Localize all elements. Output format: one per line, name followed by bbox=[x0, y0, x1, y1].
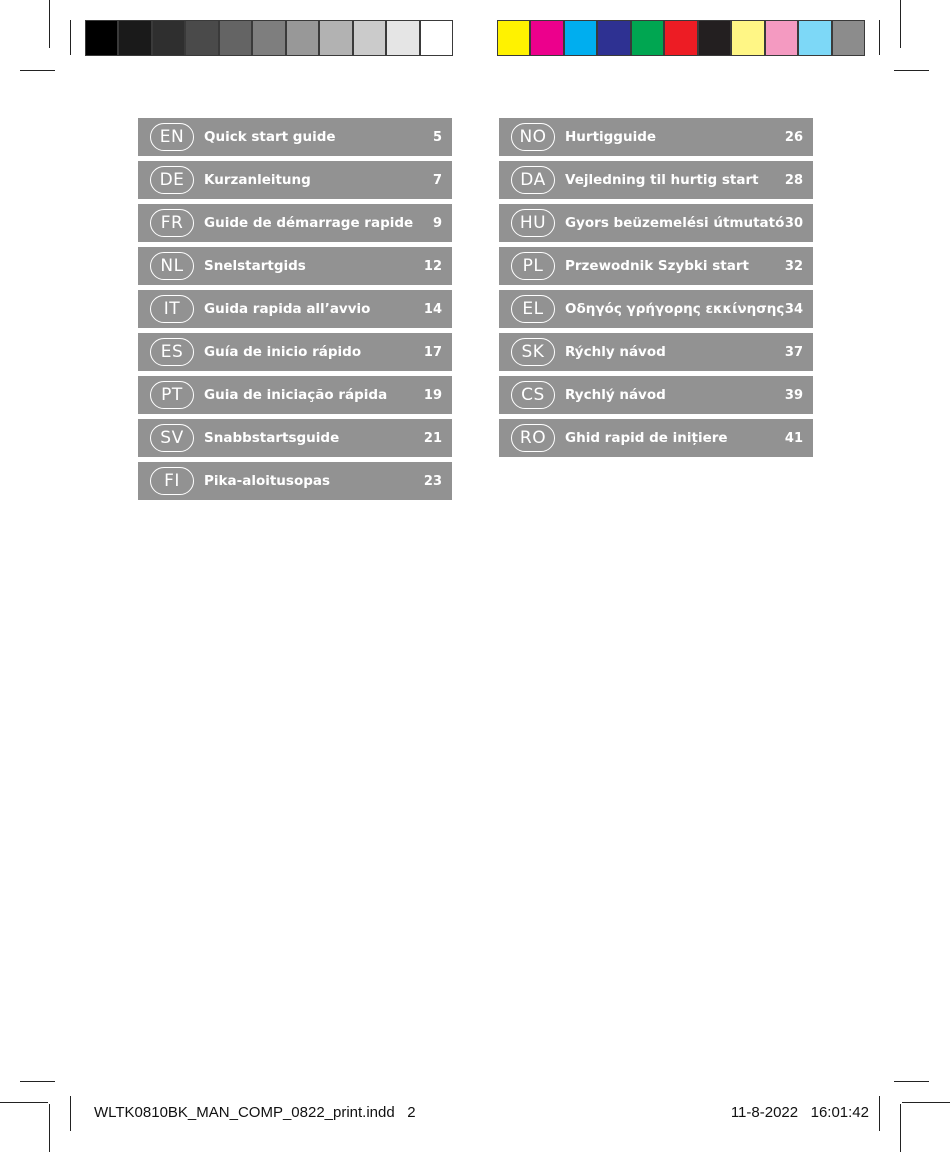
language-code-badge: PT bbox=[150, 381, 194, 409]
toc-entry-page-number: 19 bbox=[423, 387, 442, 403]
language-code-badge: SK bbox=[511, 338, 555, 366]
crop-mark bbox=[0, 1102, 48, 1103]
color-swatch bbox=[699, 21, 732, 55]
toc-entry-title: Quick start guide bbox=[204, 129, 336, 145]
language-code-badge: IT bbox=[150, 295, 194, 323]
toc-entry-page-number: 21 bbox=[423, 430, 442, 446]
toc-entry-page-number: 30 bbox=[784, 215, 803, 231]
toc-entry-fr[interactable] bbox=[138, 204, 452, 242]
gray-swatch bbox=[220, 21, 253, 55]
language-code-badge: HU bbox=[511, 209, 555, 237]
gray-swatch bbox=[253, 21, 286, 55]
toc-entry-sv[interactable] bbox=[138, 419, 452, 457]
color-swatch bbox=[498, 21, 531, 55]
toc-entry-title: Przewodnik Szybki start bbox=[565, 258, 749, 274]
toc-entry-page-number: 37 bbox=[784, 344, 803, 360]
toc-entry-page-number: 41 bbox=[784, 430, 803, 446]
gray-swatch bbox=[119, 21, 152, 55]
toc-entry-page-number: 12 bbox=[423, 258, 442, 274]
gray-swatch bbox=[287, 21, 320, 55]
toc-entry-page-number: 17 bbox=[423, 344, 442, 360]
language-code-badge: ES bbox=[150, 338, 194, 366]
language-code-badge: CS bbox=[511, 381, 555, 409]
toc-entry-page-number: 39 bbox=[784, 387, 803, 403]
toc-entry-page-number: 34 bbox=[784, 301, 803, 317]
toc-right-column bbox=[499, 118, 813, 462]
crop-mark bbox=[900, 1104, 901, 1152]
toc-entry-title: Ghid rapid de inițiere bbox=[565, 430, 728, 446]
toc-entry-page-number: 5 bbox=[432, 129, 442, 145]
toc-entry-da[interactable] bbox=[499, 161, 813, 199]
toc-entry-it[interactable] bbox=[138, 290, 452, 328]
crop-mark bbox=[49, 1104, 50, 1152]
toc-entry-page-number: 14 bbox=[423, 301, 442, 317]
toc-left-column bbox=[138, 118, 452, 505]
toc-entry-title: Οδηγός γρήγορης εκκίνησης bbox=[565, 301, 785, 317]
language-code-badge: DE bbox=[150, 166, 194, 194]
toc-entry-page-number: 9 bbox=[432, 215, 442, 231]
toc-entry-title: Rychlý návod bbox=[565, 387, 666, 403]
toc-entry-title: Guida rapida all’avvio bbox=[204, 301, 371, 317]
toc-entry-no[interactable] bbox=[499, 118, 813, 156]
gray-swatch bbox=[354, 21, 387, 55]
color-swatch bbox=[732, 21, 765, 55]
language-code-badge: FR bbox=[150, 209, 194, 237]
gray-swatch bbox=[387, 21, 420, 55]
crop-mark bbox=[879, 20, 880, 55]
color-swatch bbox=[632, 21, 665, 55]
toc-entry-fi[interactable] bbox=[138, 462, 452, 500]
toc-entry-page-number: 28 bbox=[784, 172, 803, 188]
footer-filename: WLTK0810BK_MAN_COMP_0822_print.indd 2 bbox=[94, 1104, 416, 1121]
crop-mark bbox=[20, 1081, 55, 1082]
color-swatch bbox=[598, 21, 631, 55]
toc-entry-cs[interactable] bbox=[499, 376, 813, 414]
crop-mark bbox=[902, 1102, 950, 1103]
toc-entry-pt[interactable] bbox=[138, 376, 452, 414]
toc-entry-title: Vejledning til hurtig start bbox=[565, 172, 759, 188]
crop-mark bbox=[894, 70, 929, 71]
toc-entry-sk[interactable] bbox=[499, 333, 813, 371]
crop-mark bbox=[894, 1081, 929, 1082]
color-swatch bbox=[565, 21, 598, 55]
crop-mark bbox=[879, 1096, 880, 1131]
toc-entry-es[interactable] bbox=[138, 333, 452, 371]
toc-entry-el[interactable] bbox=[499, 290, 813, 328]
crop-mark bbox=[20, 70, 55, 71]
crop-mark bbox=[70, 1096, 71, 1131]
toc-entry-page-number: 23 bbox=[423, 473, 442, 489]
language-code-badge: SV bbox=[150, 424, 194, 452]
toc-entry-nl[interactable] bbox=[138, 247, 452, 285]
gray-swatch bbox=[421, 21, 452, 55]
language-code-badge: RO bbox=[511, 424, 555, 452]
crop-mark bbox=[49, 0, 50, 48]
toc-entry-title: Gyors beüzemelési útmutató bbox=[565, 215, 785, 231]
toc-entry-en[interactable] bbox=[138, 118, 452, 156]
toc-entry-page-number: 26 bbox=[784, 129, 803, 145]
toc-entry-page-number: 32 bbox=[784, 258, 803, 274]
toc-entry-hu[interactable] bbox=[499, 204, 813, 242]
toc-entry-title: Guia de iniciação rápida bbox=[204, 387, 388, 403]
color-swatch bbox=[766, 21, 799, 55]
process-color-bar bbox=[497, 20, 865, 56]
language-code-badge: PL bbox=[511, 252, 555, 280]
toc-entry-page-number: 7 bbox=[432, 172, 442, 188]
crop-mark bbox=[70, 20, 71, 55]
language-code-badge: FI bbox=[150, 467, 194, 495]
toc-entry-title: Kurzanleitung bbox=[204, 172, 311, 188]
grayscale-color-bar bbox=[85, 20, 453, 56]
toc-entry-title: Pika-aloitusopas bbox=[204, 473, 331, 489]
crop-mark bbox=[900, 0, 901, 48]
toc-entry-pl[interactable] bbox=[499, 247, 813, 285]
language-code-badge: DA bbox=[511, 166, 555, 194]
toc-entry-title: Hurtigguide bbox=[565, 129, 657, 145]
gray-swatch bbox=[320, 21, 353, 55]
color-swatch bbox=[833, 21, 864, 55]
toc-entry-title: Snabbstartsguide bbox=[204, 430, 340, 446]
gray-swatch bbox=[153, 21, 186, 55]
color-swatch bbox=[799, 21, 832, 55]
toc-entry-title: Guide de démarrage rapide bbox=[204, 215, 414, 231]
gray-swatch bbox=[86, 21, 119, 55]
gray-swatch bbox=[186, 21, 219, 55]
footer-datetime: 11-8-2022 16:01:42 bbox=[730, 1104, 869, 1121]
toc-entry-title: Rýchly návod bbox=[565, 344, 666, 360]
language-code-badge: EL bbox=[511, 295, 555, 323]
toc-entry-de[interactable] bbox=[138, 161, 452, 199]
toc-entry-title: Guía de inicio rápido bbox=[204, 344, 362, 360]
toc-entry-ro[interactable] bbox=[499, 419, 813, 457]
toc-entry-title: Snelstartgids bbox=[204, 258, 306, 274]
language-code-badge: EN bbox=[150, 123, 194, 151]
language-code-badge: NO bbox=[511, 123, 555, 151]
language-code-badge: NL bbox=[150, 252, 194, 280]
color-swatch bbox=[531, 21, 564, 55]
color-swatch bbox=[665, 21, 698, 55]
